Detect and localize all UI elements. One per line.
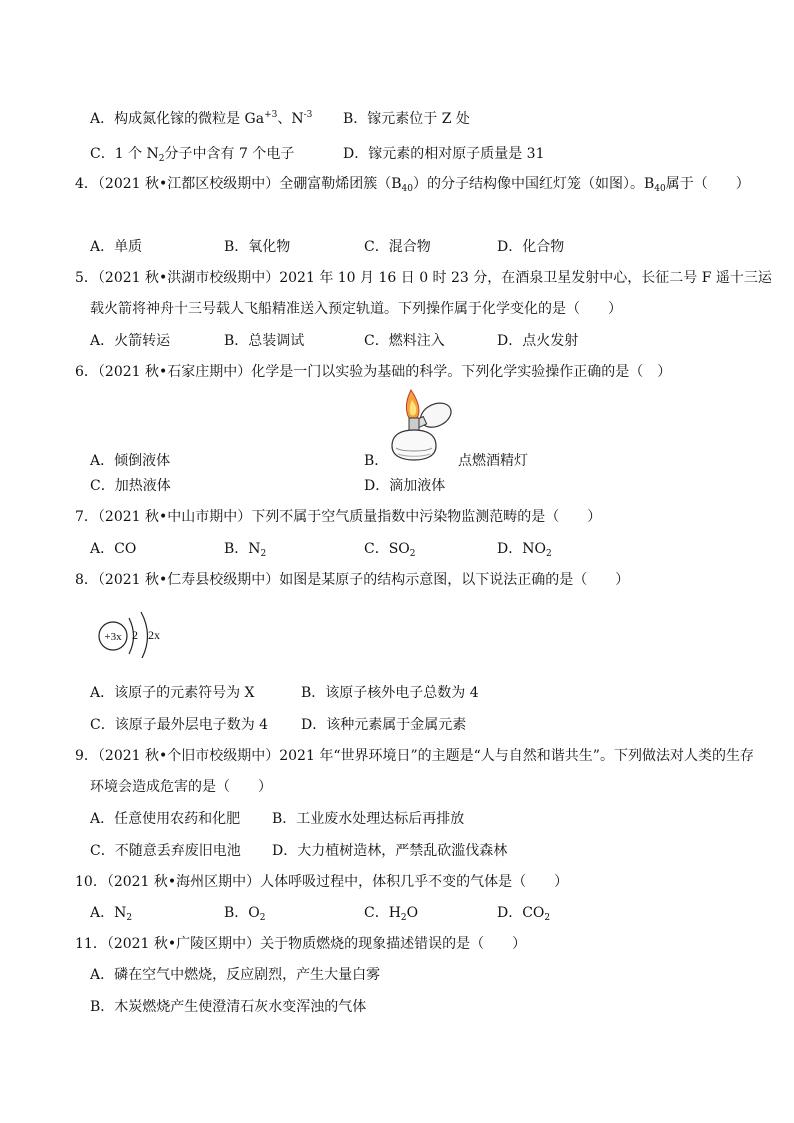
q8-option-b: B．该原子核外电子总数为 4 [301, 685, 479, 701]
question-5-stem-line1: 5．（2021 秋•洪湖市校级期中）2021 年 10 月 16 日 0 时 23 分，在酒泉卫星发射中心，长征二号 F 遥十三运 [75, 270, 772, 286]
nucleus-charge-label: +3x [104, 631, 122, 643]
question-5-stem-line2: 载火箭将神舟十三号载人飞船精准送入预定轨道。下列操作属于化学变化的是（ ） [90, 301, 622, 317]
shell1-electrons: 2 [132, 628, 138, 642]
atom-structure-diagram [96, 608, 182, 658]
q3-option-a: A．构成氮化镓的微粒是 $Ga^{+3}$、$N^{-3}$ [90, 110, 313, 127]
q9-option-c: C．不随意丢弃废旧电池 [90, 843, 241, 859]
q8-option-d: D．该种元素属于金属元素 [301, 717, 467, 733]
q3-option-c: C．1 个 $N_2$分子中含有 7 个电子 [90, 146, 295, 164]
q6-option-b: B． [364, 453, 389, 469]
q4-option-c: C．混合物 [364, 239, 431, 255]
q7-option-a: A．CO [90, 541, 137, 557]
q8-option-a: A．该原子的元素符号为 X [90, 685, 255, 701]
question-7-stem: 7．（2021 秋•中山市期中）下列不属于空气质量指数中污染物监测范畴的是（ ） [75, 509, 602, 525]
q5-option-b: B．总装调试 [224, 333, 305, 349]
question-8-stem: 8．（2021 秋•仁寿县校级期中）如图是某原子的结构示意图，以下说法正确的是（ ） [75, 572, 630, 588]
q5-option-d: D．点火发射 [497, 333, 579, 349]
q9-option-d: D．大力植树造林，严禁乱砍滥伐森林 [272, 843, 508, 859]
q4-option-a: A．单质 [90, 239, 143, 255]
q5-option-c: C．燃料注入 [364, 333, 445, 349]
q7-option-d: D．$NO_2$ [497, 541, 552, 559]
q6-option-c: C．加热液体 [90, 478, 171, 494]
q6-option-a: A．倾倒液体 [90, 453, 171, 469]
q4-option-d: D．化合物 [497, 239, 565, 255]
question-6-stem: 6．（2021 秋•石家庄期中）化学是一门以实验为基础的科学。下列化学实验操作正确的是（ ） [75, 364, 672, 380]
q10-option-b: B．$O_2$ [224, 905, 266, 923]
q10-option-d: D．$CO_2$ [497, 905, 551, 923]
q6-option-b-caption: 点燃酒精灯 [458, 453, 528, 469]
q3-option-b: B．镓元素位于 Z 处 [343, 111, 470, 127]
question-9-stem-line2: 环境会造成危害的是（ ） [90, 779, 272, 795]
question-10-stem: 10．（2021 秋•海州区期中）人体呼吸过程中，体积几乎不变的气体是（ ） [75, 874, 569, 890]
q7-option-c: C．$SO_2$ [364, 541, 416, 559]
q11-option-a: A．磷在空气中燃烧，反应剧烈，产生大量白雾 [90, 967, 381, 983]
shell2-electrons: 2x [148, 628, 160, 642]
q8-option-c: C．该原子最外层电子数为 4 [90, 717, 269, 733]
q7-option-b: B．$N_2$ [224, 541, 267, 559]
q10-option-a: A．$N_2$ [90, 905, 133, 923]
q5-option-a: A．火箭转运 [90, 333, 171, 349]
question-4-stem: 4．（2021 秋•江都区校级期中）全硼富勒烯团簇$(B_{40})$的分子结构像中国红灯笼（如图）。$B_{40}$属于（ ） [75, 176, 750, 194]
question-9-stem-line1: 9．（2021 秋•个旧市校级期中）2021 年“世界环境日”的主题是“人与自然和谐共生”。下列做法对人类的生存 [75, 748, 754, 764]
q3-option-d: D．镓元素的相对原子质量是 31 [343, 146, 545, 162]
q11-option-b: B．木炭燃烧产生使澄清石灰水变浑浊的气体 [90, 999, 367, 1015]
q9-option-a: A．任意使用农药和化肥 [90, 811, 241, 827]
question-11-stem: 11．（2021 秋•广陵区期中）关于物质燃烧的现象描述错误的是（ ） [75, 936, 527, 952]
alcohol-lamp-figure [378, 386, 460, 468]
q6-option-d: D．滴加液体 [364, 478, 446, 494]
q4-option-b: B．氧化物 [224, 239, 291, 255]
q9-option-b: B．工业废水处理达标后再排放 [272, 811, 465, 827]
q10-option-c: C．$H_2O$ [364, 905, 419, 923]
